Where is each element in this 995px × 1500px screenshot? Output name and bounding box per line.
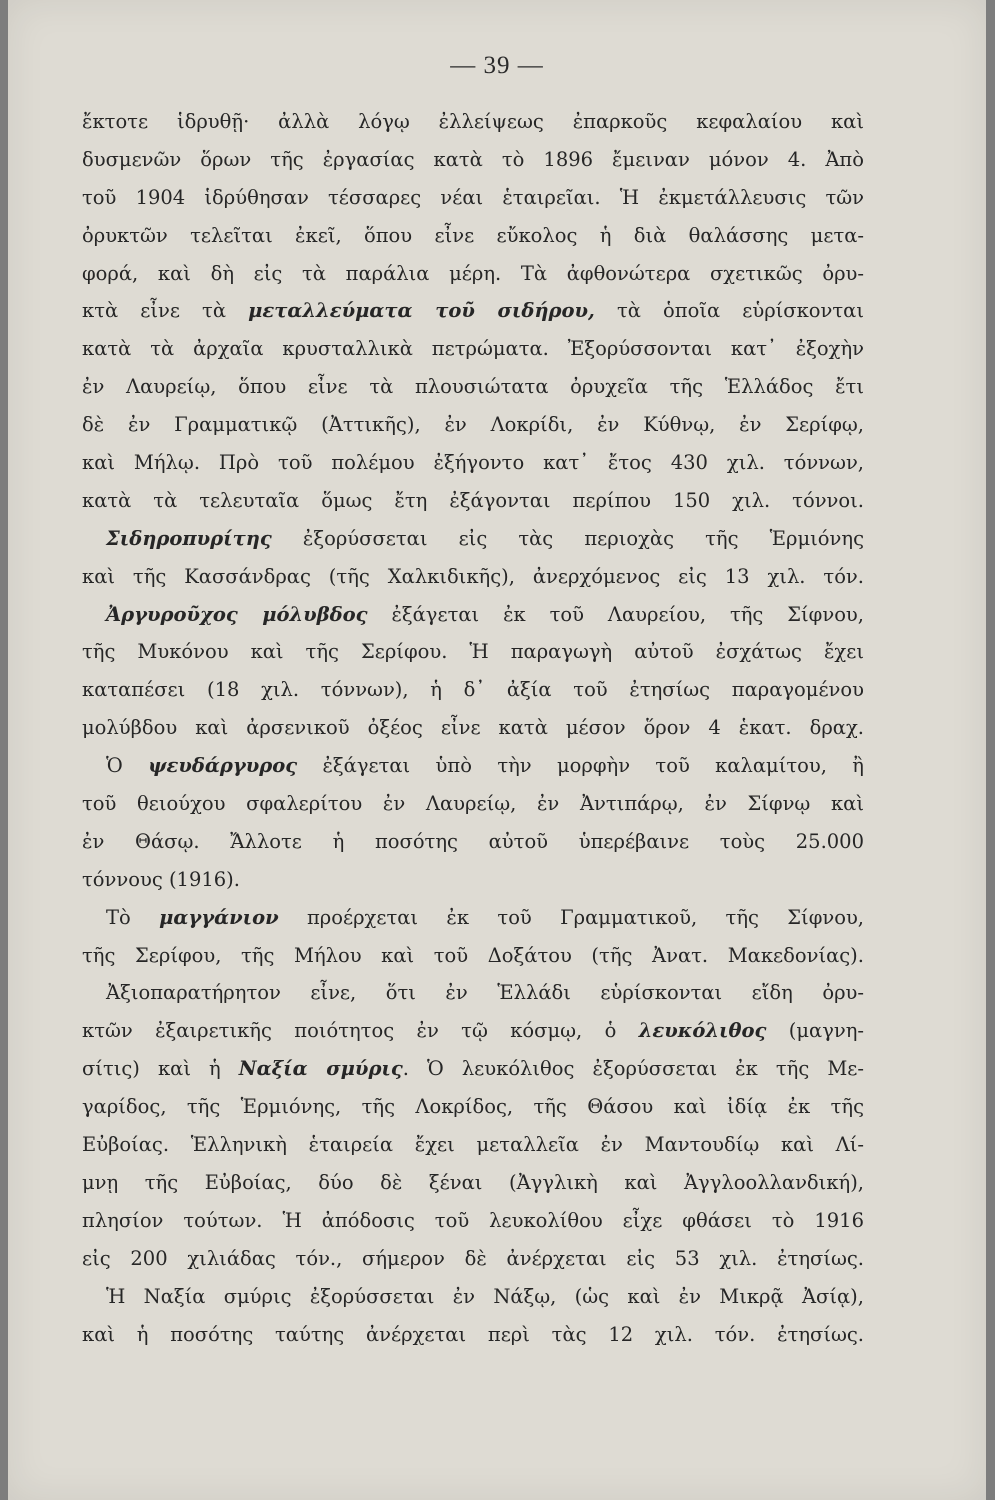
text-line: ὀρυκτῶν τελεῖται ἐκεῖ, ὅπου εἶνε εὔκολος ἡ διὰ θαλάσσης μετα-: [82, 223, 864, 247]
text-line: ἔκτοτε ἱδρυθῇ· ἀλλὰ λόγῳ ἐλλείψεως ἐπαρκοῦς κεφαλαίου καὶ: [82, 110, 864, 133]
line-text: ἐξάγεται ὑπὸ τὴν μορφὴν τοῦ καλαμίτου, ἢ: [297, 754, 864, 778]
text-line: [82, 1012, 864, 1050]
text-line: τῆς Μυκόνου καὶ τῆς Σερίφου. Ἡ παραγωγὴ αὐτοῦ ἐσχάτως ἔχει: [82, 640, 864, 664]
body-text: [82, 103, 864, 1353]
text-line: [82, 596, 864, 634]
bold-term: μεταλλεύματα τοῦ σιδήρου,: [248, 299, 595, 323]
text-line: τῆς Σερίφου, τῆς Μήλου καὶ τοῦ Δοξάτου (τῆς Ἀνατ. Μακεδονίας).: [82, 943, 864, 967]
text-line: [82, 899, 864, 937]
page-number: — 39 —: [450, 52, 544, 79]
text-line: [82, 747, 864, 785]
text-line: ἐν Λαυρείῳ, ὅπου εἶνε τὰ πλουσιώτατα ὀρυχεῖα τῆς Ἑλλάδος ἔτι: [82, 375, 864, 399]
text-line: καταπέσει (18 χιλ. τόννων), ἡ δ᾽ ἀξία τοῦ ἐτησίως παραγομένου: [82, 678, 864, 702]
bold-term: Ναξία σμύρις: [238, 1057, 403, 1081]
text-line: φορά, καὶ δὴ εἰς τὰ παράλια μέρη. Τὰ ἀφθονώτερα σχετικῶς ὀρυ-: [82, 261, 864, 285]
book-page: [8, 0, 986, 1500]
text-line: καὶ ἡ ποσότης ταύτης ἀνέρχεται περὶ τὰς 12 χιλ. τόν. ἐτησίως.: [82, 1322, 864, 1346]
line-text: Ὁ: [106, 754, 149, 778]
text-line: δὲ ἐν Γραμματικῷ (Ἀττικῆς), ἐν Λοκρίδι, ἐν Κύθνῳ, ἐν Σερίφῳ,: [82, 413, 864, 437]
text-line: κατὰ τὰ τελευταῖα ὅμως ἔτη ἐξάγονται περίπου 150 χιλ. τόννοι.: [82, 488, 864, 512]
line-text: . Ὁ λευκόλιθος ἐξορύσσεται ἐκ τῆς Με-: [402, 1057, 864, 1081]
line-text: (μαγνη-: [766, 1019, 864, 1043]
text-line: Εὐβοίας. Ἑλληνικὴ ἑταιρεία ἔχει μεταλλεῖα ἐν Μαντουδίῳ καὶ Λί-: [82, 1133, 864, 1157]
bold-term: μαγγάνιον: [159, 905, 279, 929]
line-text: ἐξάγεται ἐκ τοῦ Λαυρείου, τῆς Σίφνου,: [367, 602, 864, 626]
line-text: προέρχεται ἐκ τοῦ Γραμματικοῦ, τῆς Σίφνου,: [278, 905, 864, 929]
bold-term: λευκόλιθος: [638, 1019, 767, 1043]
line-text: ἐξορύσσεται εἰς τὰς περιοχὰς τῆς Ἑρμιόνης: [271, 526, 864, 550]
text-line: γαρίδος, τῆς Ἑρμιόνης, τῆς Λοκρίδος, τῆς Θάσου καὶ ἰδίᾳ ἐκ τῆς: [82, 1095, 864, 1119]
text-line: καὶ τῆς Κασσάνδρας (τῆς Χαλκιδικῆς), ἀνερχόμενος εἰς 13 χιλ. τόν.: [82, 564, 864, 588]
text-line: μολύβδου καὶ ἀρσενικοῦ ὀξέος εἶνε κατὰ μέσον ὅρον 4 ἑκατ. δραχ.: [82, 716, 864, 740]
text-line: τόννους (1916).: [82, 867, 240, 891]
bold-term: Σιδηροπυρίτης: [106, 526, 272, 550]
text-line: [82, 1050, 864, 1088]
bold-term: Ἀργυροῦχος μόλυβδος: [106, 602, 368, 626]
text-line: Ἀξιοπαρατήρητον εἶνε, ὅτι ἐν Ἑλλάδι εὑρίσκονται εἴδη ὀρυ-: [106, 981, 864, 1005]
text-line: τοῦ 1904 ἱδρύθησαν τέσσαρες νέαι ἑταιρεῖαι. Ἡ ἐκμετάλλευσις τῶν: [82, 185, 864, 209]
line-text: Τὸ: [106, 905, 160, 929]
text-line: εἰς 200 χιλιάδας τόν., σήμερον δὲ ἀνέρχεται εἰς 53 χιλ. ἐτησίως.: [82, 1246, 864, 1270]
text-line: κατὰ τὰ ἀρχαῖα κρυσταλλικὰ πετρώματα. Ἐξορύσσονται κατ᾽ ἐξοχὴν: [82, 337, 864, 361]
line-text: κτῶν ἐξαιρετικῆς ποιότητος ἐν τῷ κόσμῳ, ὁ: [82, 1019, 639, 1043]
text-line: [82, 292, 864, 330]
bold-term: ψευδάργυρος: [148, 754, 298, 778]
text-line: καὶ Μήλῳ. Πρὸ τοῦ πολέμου ἐξήγοντο κατ᾽ ἔτος 430 χιλ. τόννων,: [82, 451, 864, 475]
text-line: Ἡ Ναξία σμύρις ἐξορύσσεται ἐν Νάξῳ, (ὡς καὶ ἐν Μικρᾷ Ἀσίᾳ),: [106, 1284, 864, 1308]
text-line: δυσμενῶν ὅρων τῆς ἐργασίας κατὰ τὸ 1896 ἔμειναν μόνον 4. Ἀπὸ: [82, 147, 864, 171]
text-line: πλησίον τούτων. Ἡ ἀπόδοσις τοῦ λευκολίθου εἶχε φθάσει τὸ 1916: [82, 1208, 864, 1232]
line-text: σίτις) καὶ ἡ: [82, 1057, 239, 1081]
text-line: τοῦ θειούχου σφαλερίτου ἐν Λαυρείῳ, ἐν Ἀντιπάρῳ, ἐν Σίφνῳ καὶ: [82, 792, 864, 816]
text-line: ἐν Θάσῳ. Ἄλλοτε ἡ ποσότης αὐτοῦ ὑπερέβαινε τοὺς 25.000: [82, 829, 864, 853]
text-line: [82, 520, 864, 558]
line-text: κτὰ εἶνε τὰ: [82, 299, 249, 323]
line-text: τὰ ὁποῖα εὑρίσκονται: [594, 299, 864, 323]
text-line: μνῃ τῆς Εὐβοίας, δύο δὲ ξέναι (Ἀγγλικὴ καὶ Ἀγγλοολλανδική),: [82, 1170, 864, 1194]
